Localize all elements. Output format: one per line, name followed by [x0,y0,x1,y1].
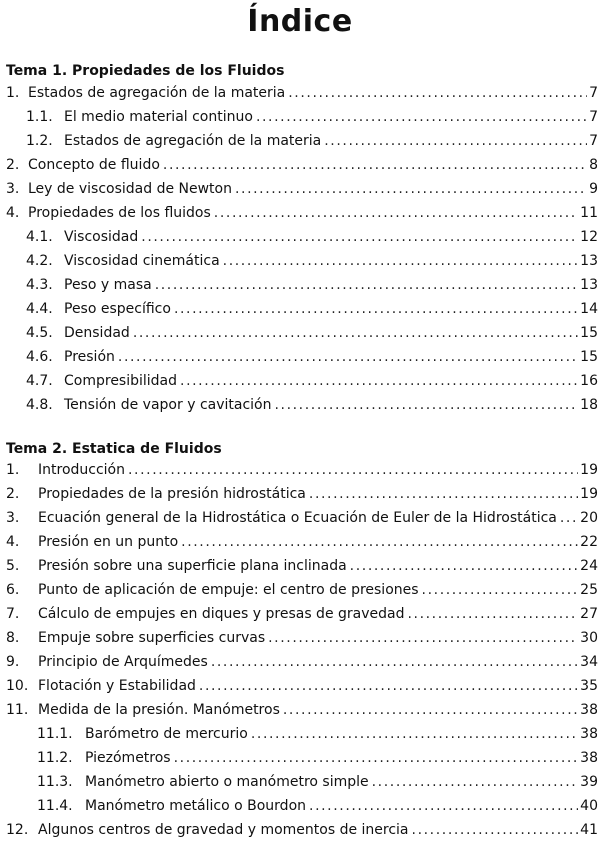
toc-entry-number: 9. [6,654,20,670]
toc-entry-number: 4.2. [26,253,53,269]
toc-entry-title: Ecuación general de la Hidrostática o Ecuación de Euler de la Hidrostática [38,510,557,526]
toc-entry [6,301,598,325]
toc-entry-title: Manómetro metálico o Bourdon [85,798,307,814]
toc-entry [6,654,598,678]
toc-leader-dots [274,397,578,413]
toc-entry-title: Propiedades de los fluidos [28,205,211,221]
toc-entry-title: El medio material continuo [64,109,253,125]
toc-entry-number: 11.2. [37,750,73,766]
toc-entry-title: Presión en un punto [38,534,179,550]
toc-entry-page: 11 [580,205,598,221]
toc-entry [6,726,598,750]
toc-entry-number: 8. [6,630,20,646]
toc-entry-title: Compresibilidad [64,373,178,389]
toc-entry-number: 4.8. [26,397,53,413]
toc-entry-page: 24 [580,558,598,574]
toc-entry [6,462,598,486]
toc-entry-title: Concepto de fluido [28,157,160,173]
toc-entry [6,486,598,510]
toc-entry-number: 11. [6,702,29,718]
toc-entry-page: 7 [589,109,598,125]
toc-entry-number: 4.3. [26,277,53,293]
toc-entry-number: 11.4. [37,798,73,814]
toc-leader-dots [268,630,578,646]
toc-entry-page: 19 [580,462,598,478]
toc-entry-page: 25 [580,582,598,598]
toc-entry-title: Tensión de vapor y cavitación [64,397,272,413]
toc-entry-page: 41 [580,822,598,838]
toc-entry-title: Punto de aplicación de empuje: el centro de presiones [38,582,419,598]
toc-entry-title: Estados de agregación de la materia [64,133,322,149]
toc-entry-title: Estados de agregación de la materia [28,85,286,101]
toc-entry [6,678,598,702]
toc-entry [6,798,598,822]
section-heading-tema-2: Tema 2. Estatica de Fluidos [6,441,222,457]
toc-entry-title: Manómetro abierto o manómetro simple [85,774,369,790]
toc-entry-page: 13 [580,277,598,293]
toc-leader-dots [174,750,579,766]
toc-entry [6,582,598,606]
toc-leader-dots [372,774,579,790]
toc-entry-title: Densidad [64,325,130,341]
toc-leader-dots [128,462,578,478]
toc-entry-page: 12 [580,229,598,245]
toc-leader-dots [350,558,579,574]
toc-leader-dots [235,181,587,197]
toc-entry [6,229,598,253]
toc-entry-page: 35 [580,678,598,694]
toc-entry [6,85,598,109]
toc-entry [6,397,598,421]
toc-entry [6,373,598,397]
toc-entry-title: Flotación y Estabilidad [38,678,196,694]
toc-entry-title: Piezómetros [85,750,171,766]
toc-entry-page: 30 [580,630,598,646]
toc-entry-page: 16 [580,373,598,389]
toc-entry [6,253,598,277]
toc-leader-dots [199,678,578,694]
toc-entry-title: Viscosidad [64,229,139,245]
toc-leader-dots [412,822,579,838]
toc-list-tema-1 [6,85,598,421]
toc-entry-page: 15 [580,349,598,365]
toc-entry-title: Empuje sobre superficies curvas [38,630,266,646]
toc-entry-number: 3. [6,181,20,197]
toc-entry-title: Barómetro de mercurio [85,726,248,742]
toc-leader-dots [180,373,578,389]
toc-entry-page: 20 [580,510,598,526]
toc-leader-dots [223,253,579,269]
toc-list-tema-2 [6,462,598,846]
toc-leader-dots [560,510,578,526]
toc-entry-number: 4.1. [26,229,53,245]
toc-entry-number: 11.1. [37,726,73,742]
toc-entry-page: 8 [589,157,598,173]
toc-entry-number: 5. [6,558,20,574]
toc-entry [6,822,598,846]
toc-leader-dots [133,325,578,341]
toc-leader-dots [118,349,578,365]
toc-entry-number: 4.7. [26,373,53,389]
toc-entry-page: 15 [580,325,598,341]
toc-entry-number: 3. [6,510,20,526]
toc-leader-dots [288,85,587,101]
toc-entry-page: 38 [580,726,598,742]
toc-entry-number: 11.3. [37,774,73,790]
toc-entry-title: Ley de viscosidad de Newton [28,181,232,197]
toc-entry-page: 22 [580,534,598,550]
toc-entry-title: Peso y masa [64,277,152,293]
toc-entry-title: Peso específico [64,301,171,317]
toc-entry-title: Introducción [38,462,125,478]
toc-entry-page: 40 [580,798,598,814]
toc-entry-page: 18 [580,397,598,413]
toc-entry-number: 6. [6,582,20,598]
toc-entry [6,157,598,181]
toc-entry [6,702,598,726]
toc-entry-page: 39 [580,774,598,790]
toc-entry-number: 7. [6,606,20,622]
toc-entry [6,750,598,774]
toc-entry-title: Medida de la presión. Manómetros [38,702,280,718]
toc-entry-page: 9 [589,181,598,197]
toc-entry [6,534,598,558]
toc-entry-number: 4. [6,534,20,550]
toc-leader-dots [214,205,578,221]
toc-entry [6,510,598,534]
toc-entry-title: Viscosidad cinemática [64,253,220,269]
toc-entry [6,181,598,205]
toc-entry-number: 2. [6,486,20,502]
toc-entry [6,558,598,582]
toc-entry-number: 1. [6,462,20,478]
toc-entry [6,774,598,798]
toc-leader-dots [181,534,578,550]
toc-entry-number: 4.4. [26,301,53,317]
toc-entry [6,606,598,630]
toc-entry-number: 4.6. [26,349,53,365]
toc-entry-title: Cálculo de empujes en diques y presas de gravedad [38,606,405,622]
toc-entry-page: 19 [580,486,598,502]
toc-entry-title: Algunos centros de gravedad y momentos de inercia [38,822,409,838]
toc-entry-number: 1. [6,85,20,101]
toc-leader-dots [407,606,578,622]
section-heading-tema-1: Tema 1. Propiedades de los Fluidos [6,63,285,79]
toc-leader-dots [256,109,587,125]
toc-entry-number: 10. [6,678,29,694]
toc-entry-number: 2. [6,157,20,173]
toc-leader-dots [251,726,578,742]
toc-leader-dots [211,654,578,670]
toc-entry-title: Principio de Arquímedes [38,654,208,670]
toc-leader-dots [174,301,578,317]
toc-entry-number: 4.5. [26,325,53,341]
toc-entry [6,630,598,654]
toc-entry-number: 1.1. [26,109,53,125]
toc-entry [6,109,598,133]
toc-entry-page: 27 [580,606,598,622]
toc-leader-dots [324,133,587,149]
toc-leader-dots [283,702,578,718]
toc-entry [6,277,598,301]
toc-entry-page: 7 [589,85,598,101]
toc-leader-dots [155,277,578,293]
toc-entry [6,349,598,373]
toc-entry-number: 12. [6,822,29,838]
toc-leader-dots [422,582,579,598]
toc-entry-page: 7 [589,133,598,149]
toc-entry-title: Propiedades de la presión hidrostática [38,486,306,502]
toc-entry-number: 4. [6,205,20,221]
page-title: Índice [247,4,353,39]
toc-entry [6,133,598,157]
toc-leader-dots [141,229,578,245]
toc-leader-dots [163,157,587,173]
toc-entry-title: Presión sobre una superficie plana inclinada [38,558,347,574]
toc-entry-title: Presión [64,349,115,365]
toc-entry-page: 14 [580,301,598,317]
toc-entry [6,205,598,229]
toc-leader-dots [309,798,578,814]
toc-entry-page: 38 [580,702,598,718]
toc-entry [6,325,598,349]
toc-leader-dots [309,486,578,502]
toc-entry-page: 13 [580,253,598,269]
toc-entry-page: 34 [580,654,598,670]
toc-entry-page: 38 [580,750,598,766]
toc-entry-number: 1.2. [26,133,53,149]
